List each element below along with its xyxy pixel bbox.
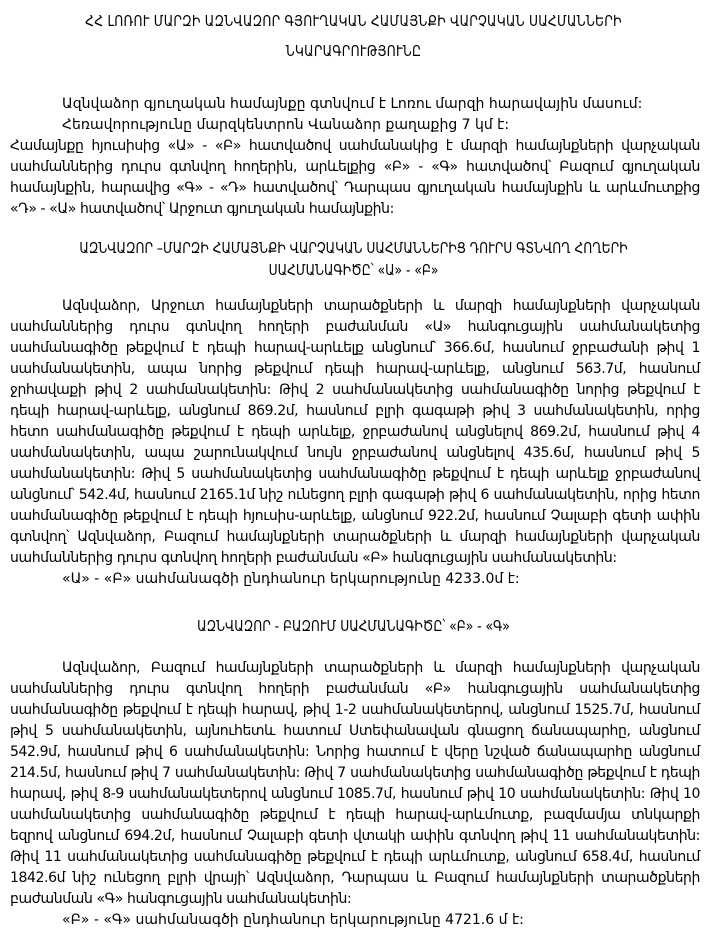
section-2-body: Ազնվաձոր, Բազում համայնքների տարածքների և մարզի համայնքների վարչական սահմաններից դուրս գտնվող հողերի բաժանման «Բ» հանգուցային սահմանակետից սահմանագիծը թեքվում է դեպի հարավ, թիվ 1-2 սահմանակետերով, անցնում 1525.7մ, հասնում թիվ 5 սահմանակետին, այնուհետև հատում Ստեփանավան գնացող ճանապարհը, անցնում 542.9մ, հասնում թիվ 6 սահմանակետին: Նորից հատում է վերը նշված ճանապարհը անցնում 214.5մ, հասնում թիվ 7 սահմանակետին: Թիվ 7 սահմանակետից սահմանագիծը թեքվում է դեպի հարավ, թիվ 8-9 սահմանակետերով անցնում 1085.7մ, հասնում թիվ 10 սահմանակետին: Թիվ 10 սահմանակետից սահմանագիծը թեքվում է դեպի հարավ-արևմուտք, բազմամյա տնկարքի եզրով անցնում 694.2մ, հասնում Չալաբի գետի վտակի ափին գտնվող թիվ 11 սահմանակետին: Թիվ 11 սահմանակետից սահմանագիծը թեքվում է դեպի արևմուտք, անցնում 658.4մ, հասնում 1842.6մ նիշ ունեցող բլրի վրայի՝ Ազնվաձոր, Դարպաս և Բազում համայնքների տարածքների բաժանման «Գ» հանգուցային սահմանակետին: <box>10 660 700 907</box>
section-1-body: Ազնվաձոր, Արջուտ համայնքների տարածքների և մարզի համայնքների վարչական սահմաններից դուրս գտնվող հողերի բաժանման «Ա» հանգուցային սահմանակետից սահմանագիծը թեքվում է դեպի հարավ-արևելք անցնում՝ 366.6մ, հասնում ջրբաժանի թիվ 1 սահմանակետին, ապա նորից թեքվում դեպի հարավ-արևելք, անցնում 563.7մ, հասնում ջրհավաքի թիվ 2 սահմանակետին: Թիվ 2 սահմանակետից սահմանագիծը նորից թեքվում է դեպի հարավ-արևելք, անցնում 869.2մ, հասնում բլրի գագաթի թիվ 3 սահմանակետին, որից հետո սահմանագիծը թեքվում է դեպի արևելք, ջրբաժանով անցնելով 869.2մ, հասնում թիվ 4 սահմանակետին, ապա շարունակվում նույն ջրբաժանով անցնելով 435.6մ, հասնում թիվ 5 սահմանակետին: Թիվ 5 սահմանակետից սահմանագիծը թեքվում է դեպի արևելք ջրբաժանով անցնում՝ 542.4մ, հասնում 2165.1մ նիշ ունեցող բլրի գագաթի թիվ 6 սահմանակետին, որից հետո սահմանագիծը թեքվում է դեպի հյուսիս-արևելք, անցնում 922.2մ, հասնում Չալաբի գետի ափին գտնվող՝ Ազնվաձոր, Բազում համայնքների տարածքների և մարզի համայնքների վարչական սահմաններից դուրս գտնվող հողերի բաժանման «Բ» հանգուցային սահմանակետին: <box>10 298 700 566</box>
section-2 <box>10 658 700 931</box>
intro-line-1: Ազնվաձոր գյուղական համայնքը գտնվում է Լոռու մարզի հարավային մասում: <box>62 96 643 112</box>
section-1 <box>10 296 700 590</box>
document-title-line-2: ՆԿԱՐԱԳՐՈՒԹՅՈՒՆԸ <box>285 42 422 60</box>
document-title-line-1: ՀՀ ԼՈՌՈՒ ՄԱՐԶԻ ԱԶՆՎԱԶՈՐ ԳՅՈՒՂԱԿԱՆ ՀԱՄԱՅՆՔԻ ՎԱՐՉԱԿԱՆ ՍԱՀՄԱՆՆԵՐԻ <box>85 12 622 30</box>
section-1-total: «Ա» - «Բ» սահմանագծի ընդհանուր երկարությունը 4233.0մ է: <box>62 571 520 587</box>
section-1-title-line-2: ՍԱՀՄԱՆԱԳԻԾԸ՝ «Ա» - «Բ» <box>268 261 439 279</box>
intro-section <box>10 94 700 220</box>
intro-body: Համայնքը հյուսիսից «Ա» - «Բ» հատվածով սահմանակից է մարզի համայնքների վարչական սահմաններից դուրս գտնվող հողերին, արևելքից «Բ» - «Գ» հատվածով՝ Բազում գյուղական համայնքին, հարավից «Գ» - «Դ» հատվածով՝ Դարպաս գյուղական համայնքին և արևմուտքից «Դ» - «Ա» հատվածով՝ Արջուտ գյուղական համայնքին: <box>10 138 700 217</box>
intro-line-2: Հեռավորությունը մարզկենտրոն Վանաձոր քաղաքից 7 կմ է: <box>62 117 510 133</box>
section-1-title-line-1: ԱԶՆՎԱԶՈՐ –ՄԱՐԶԻ ՀԱՄԱՅՆՔԻ ՎԱՐՉԱԿԱՆ ՍԱՀՄԱՆՆԵՐԻՑ ԴՈՒՐՍ ԳՏՆՎՈՂ ՀՈՂԵՐԻ <box>79 239 628 257</box>
section-2-title: ԱԶՆՎԱԶՈՐ - ԲԱԶՈՒՄ ՍԱՀՄԱՆԱԳԻԾԸ՝ «Բ» - «Գ» <box>197 617 510 635</box>
section-2-total: «Բ» - «Գ» սահմանագծի ընդհանուր երկարությունը 4721.6 մ է: <box>62 912 524 928</box>
